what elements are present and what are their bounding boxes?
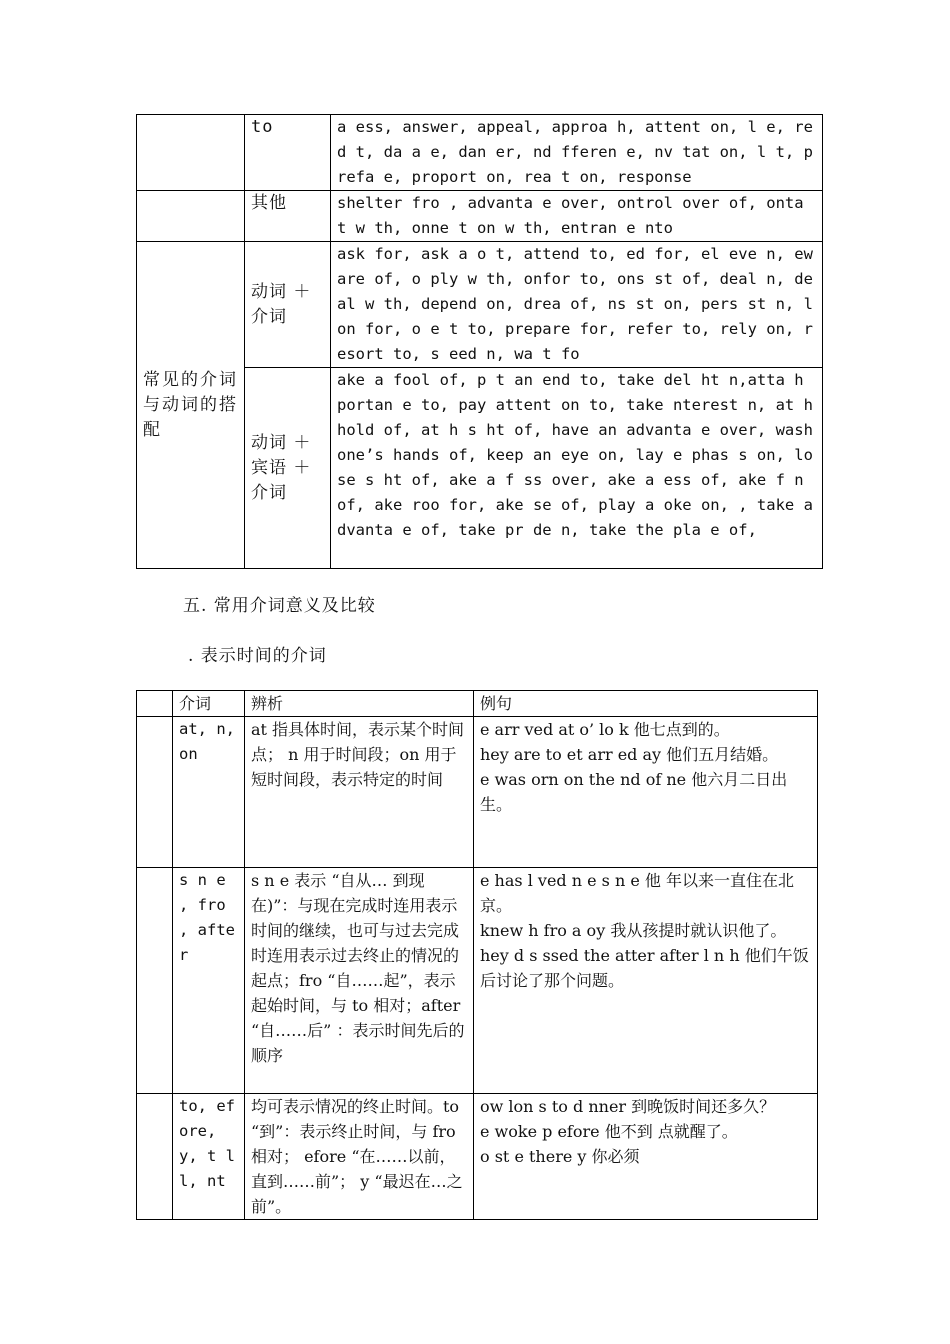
category-cell <box>137 191 245 242</box>
example-sentence: hey d s ssed the atter after l n h 他们午饭后讨论了那个问题。 <box>480 946 809 990</box>
example-sentence: o st e there y 你必须 <box>480 1147 640 1166</box>
examples-cell <box>474 868 818 1094</box>
header-preposition: 介词 <box>173 691 245 717</box>
table-row <box>137 115 823 191</box>
header-analysis: 辨析 <box>245 691 474 717</box>
preposition-cell: s n e , fro , after <box>173 868 245 1094</box>
header-examples: 例句 <box>474 691 818 717</box>
analysis-cell: s n e 表示 “自从… 到现在)”：与现在完成时连用表示时间的继续，也可与过去完成时连用表示过去终止的情况的起点；fro “自……起”，表示起始时间，与 to 相对；after “自……后” ：表示时间先后的顺序 <box>245 868 474 1094</box>
row-num <box>137 717 173 868</box>
category-cell <box>137 115 245 191</box>
examples-cell <box>474 1094 818 1220</box>
table-row <box>137 1094 818 1220</box>
example-sentence: e woke p efore 他不到 点就醒了。 <box>480 1122 738 1141</box>
category-cell: 常见的介词与动词的搭配 <box>137 242 245 569</box>
row-num <box>137 1094 173 1220</box>
table-row <box>137 191 823 242</box>
row-num <box>137 868 173 1094</box>
prep-collocation-table <box>136 114 823 569</box>
example-sentence: hey are to et arr ed ay 他们五月结婚。 <box>480 745 779 764</box>
time-prepositions-table <box>136 690 818 1220</box>
sub-category-cell: 动词 ＋ 宾语 ＋ 介词 <box>245 368 331 569</box>
table-header-row <box>137 691 818 717</box>
sub-category-cell: 动词 ＋ 介词 <box>245 242 331 368</box>
content-cell: a ess, answer, appeal, approa h, attent on, l e, red t, da a e, dan er, nd fferen e, nv tat on, l t, prefa e, proport on, rea t on, response <box>331 115 823 191</box>
analysis-cell: 均可表示情况的终止时间。to “到”：表示终止时间，与 fro 相对； efore “在……以前，直到……前”； y “最迟在…之前”。 <box>245 1094 474 1220</box>
examples-cell <box>474 717 818 868</box>
preposition-cell: at, n,on <box>173 717 245 868</box>
sub-category-cell: 其他 <box>245 191 331 242</box>
header-num <box>137 691 173 717</box>
table-row <box>137 717 818 868</box>
subsection-heading: . 表示时间的介词 <box>188 646 327 666</box>
example-sentence: e was orn on the nd of ne 他六月二日出生。 <box>480 770 788 814</box>
sub-category-cell: to <box>245 115 331 191</box>
preposition-cell: to, efore, y, t ll, nt <box>173 1094 245 1220</box>
content-cell: ake a fool of, p t an end to, take del ht n,atta h portan e to, pay attent on to, take nterest n, at h hold of, at h s ht of, have an advanta e over, wash one’s hands of, keep an eye on, lay e phas s on, lose s ht of, ake a f ss over, ake a ess of, ake f n of, ake roo for, ake se of, play a oke on, , take advanta e of, take pr de n, take the pla e of, <box>331 368 823 569</box>
example-sentence: knew h fro a oy 我从孩提时就认识他了。 <box>480 921 787 940</box>
example-sentence: ow lon s to d nner 到晚饭时间还多久？ <box>480 1097 776 1116</box>
section-heading: 五. 常用介词意义及比较 <box>183 596 376 616</box>
example-sentence: e has l ved n e s n e 他 年以来一直住在北京。 <box>480 871 795 915</box>
table-row <box>137 242 823 368</box>
example-sentence: e arr ved at o’ lo k 他七点到的。 <box>480 720 730 739</box>
content-cell: ask for, ask a o t, attend to, ed for, el eve n, eware of, o ply w th, onfor to, ons st of, deal n, deal w th, depend on, drea of, ns st on, pers st n, lon for, o e t to, prepare for, refer to, rely on, resort to, s eed n, wa t fo <box>331 242 823 368</box>
table-row <box>137 868 818 1094</box>
analysis-cell: at 指具体时间，表示某个时间点； n 用于时间段；on 用于短时间段，表示特定的时间 <box>245 717 474 868</box>
content-cell: shelter fro , advanta e over, ontrol over of, onta t w th, onne t on w th, entran e nto <box>331 191 823 242</box>
